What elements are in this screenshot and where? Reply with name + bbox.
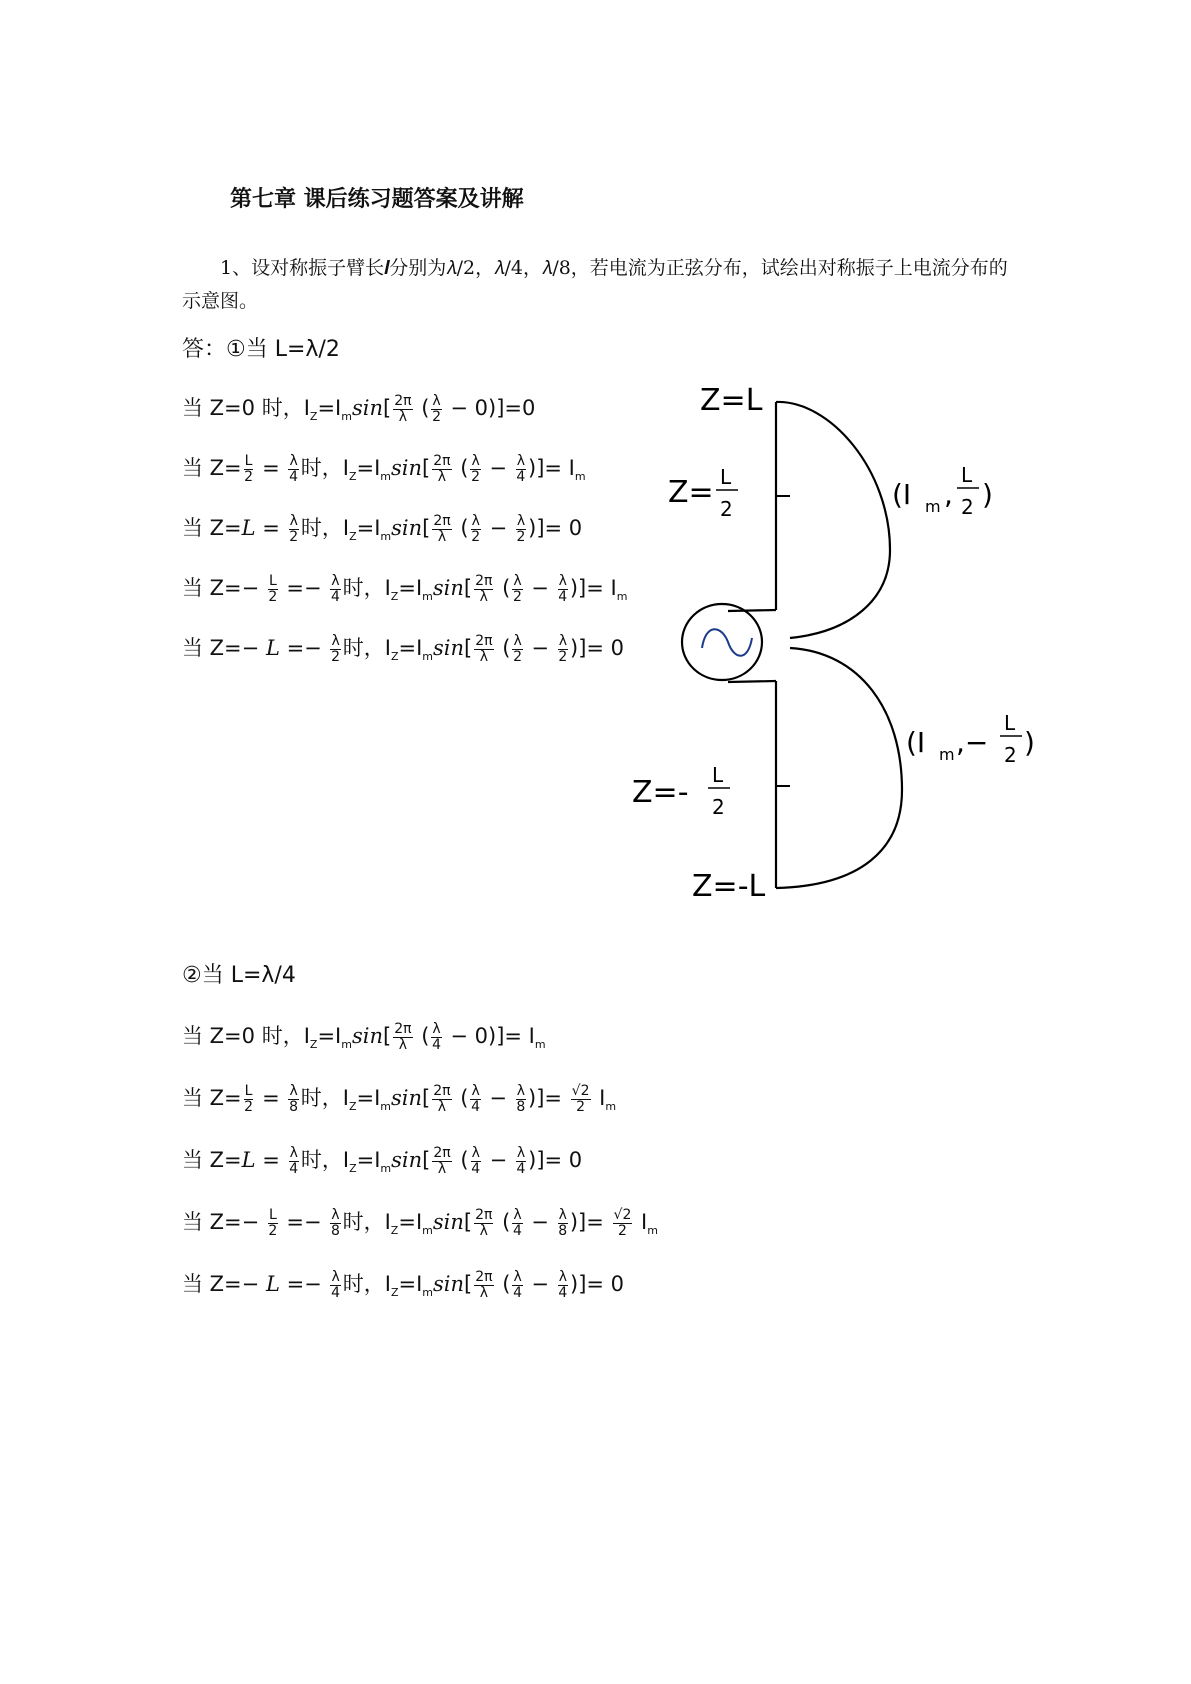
svg-text:m: m	[925, 497, 941, 516]
svg-text:2: 2	[1004, 743, 1017, 767]
source-circle	[682, 604, 762, 680]
eq-row: 当 Z= $\frac{L}{2}$ = $\frac{\lambda}{4}$ 时，$I_Z=I_m\sin$[ $\frac{2\pi}{\lambda}$ ( $\frac{\lambda}{2}$ − $\frac{\lambda}{4}$ )]= $I_m$	[182, 452, 586, 485]
question-text: 1、设对称振子臂长𝒍分别为𝜆/2，𝜆/4，𝜆/8，若电流为正弦分布，试绘出对称振子上电流分布的示意图。	[182, 257, 1008, 312]
eq-row: 当 Z=0 时，$I_Z=I_m\sin$[ $\frac{2\pi}{\lambda}$ ( $\frac{\lambda}{2}$ − 0)]=0	[182, 392, 536, 425]
svg-text:L: L	[1004, 711, 1016, 735]
svg-text:): )	[982, 478, 993, 511]
svg-text:,: ,	[944, 478, 953, 511]
sine-icon	[702, 629, 752, 656]
label-z-half-num: L	[720, 465, 732, 489]
eq-row: 当 Z=L = $\frac{\lambda}{4}$ 时，$I_Z=I_m\sin$[ $\frac{2\pi}{\lambda}$ ( $\frac{\lambda}{4}$ − $\frac{\lambda}{4}$ )]= 0	[182, 1144, 583, 1177]
part2-heading: ②当 L=λ/4	[182, 963, 296, 988]
eq-row: 当 Z=− L =− $\frac{\lambda}{2}$ 时，$I_Z=I_m\sin$[ $\frac{2\pi}{\lambda}$ ( $\frac{\lambda}{2}$ − $\frac{\lambda}{2}$ )]= 0	[182, 632, 625, 665]
eq-row: 当 Z=− L =− $\frac{\lambda}{4}$ 时，$I_Z=I_m\sin$[ $\frac{2\pi}{\lambda}$ ( $\frac{\lambda}{4}$ − $\frac{\lambda}{4}$ )]= 0	[182, 1268, 625, 1301]
eq-row: 当 Z=0 时，$I_Z=I_m\sin$[ $\frac{2\pi}{\lambda}$ ( $\frac{\lambda}{4}$ − $0)]= I_m$	[182, 1020, 546, 1053]
label-z-neg-half-num: L	[712, 763, 724, 787]
svg-text:,−: ,−	[956, 726, 989, 759]
svg-text:): )	[1024, 726, 1035, 759]
eq-row: 当 Z=− $\frac{L}{2}$ =− $\frac{\lambda}{8}$ 时，$I_Z=I_m\sin$[ $\frac{2\pi}{\lambda}$ ( $\frac{\lambda}{4}$ − $\frac{\lambda}{8}$ )]= $\frac{√2}{2}$ $I_m$	[182, 1206, 658, 1239]
part1-heading: 答：①当 L=λ/2	[182, 337, 340, 362]
label-z-half: Z=	[668, 475, 714, 510]
eq-row: 当 Z= $\frac{L}{2}$ = $\frac{\lambda}{8}$ 时，$I_Z=I_m\sin$[ $\frac{2\pi}{\lambda}$ ( $\frac{\lambda}{4}$ − $\frac{\lambda}{8}$ )]= $\frac{√2}{2}$ $I_m$	[182, 1082, 617, 1115]
page-title: 第七章 课后练习题答案及讲解	[230, 186, 524, 212]
label-lower-point: (I	[906, 726, 926, 759]
svg-text:2: 2	[961, 495, 974, 519]
svg-text:m: m	[939, 745, 955, 764]
eq-row: 当 Z=− $\frac{L}{2}$ =− $\frac{\lambda}{4}$ 时，$I_Z=I_m\sin$[ $\frac{2\pi}{\lambda}$ ( $\frac{\lambda}{2}$ − $\frac{\lambda}{4}$ )]= $I_m$	[182, 572, 628, 605]
eq-row: 当 Z=L = $\frac{\lambda}{2}$ 时，$I_Z=I_m\sin$[ $\frac{2\pi}{\lambda}$ ( $\frac{\lambda}{2}$ − $\frac{\lambda}{2}$ )]= 0	[182, 512, 583, 545]
label-z-half-den: 2	[720, 497, 733, 521]
label-z-neg-half: Z=-	[632, 775, 689, 810]
label-z-top: Z=L	[700, 383, 763, 418]
svg-text:L: L	[961, 463, 973, 487]
label-z-neg-half-den: 2	[712, 795, 725, 819]
label-z-bottom: Z=-L	[692, 869, 766, 904]
current-distribution-diagram	[632, 370, 1040, 910]
label-upper-point: (I	[892, 478, 912, 511]
